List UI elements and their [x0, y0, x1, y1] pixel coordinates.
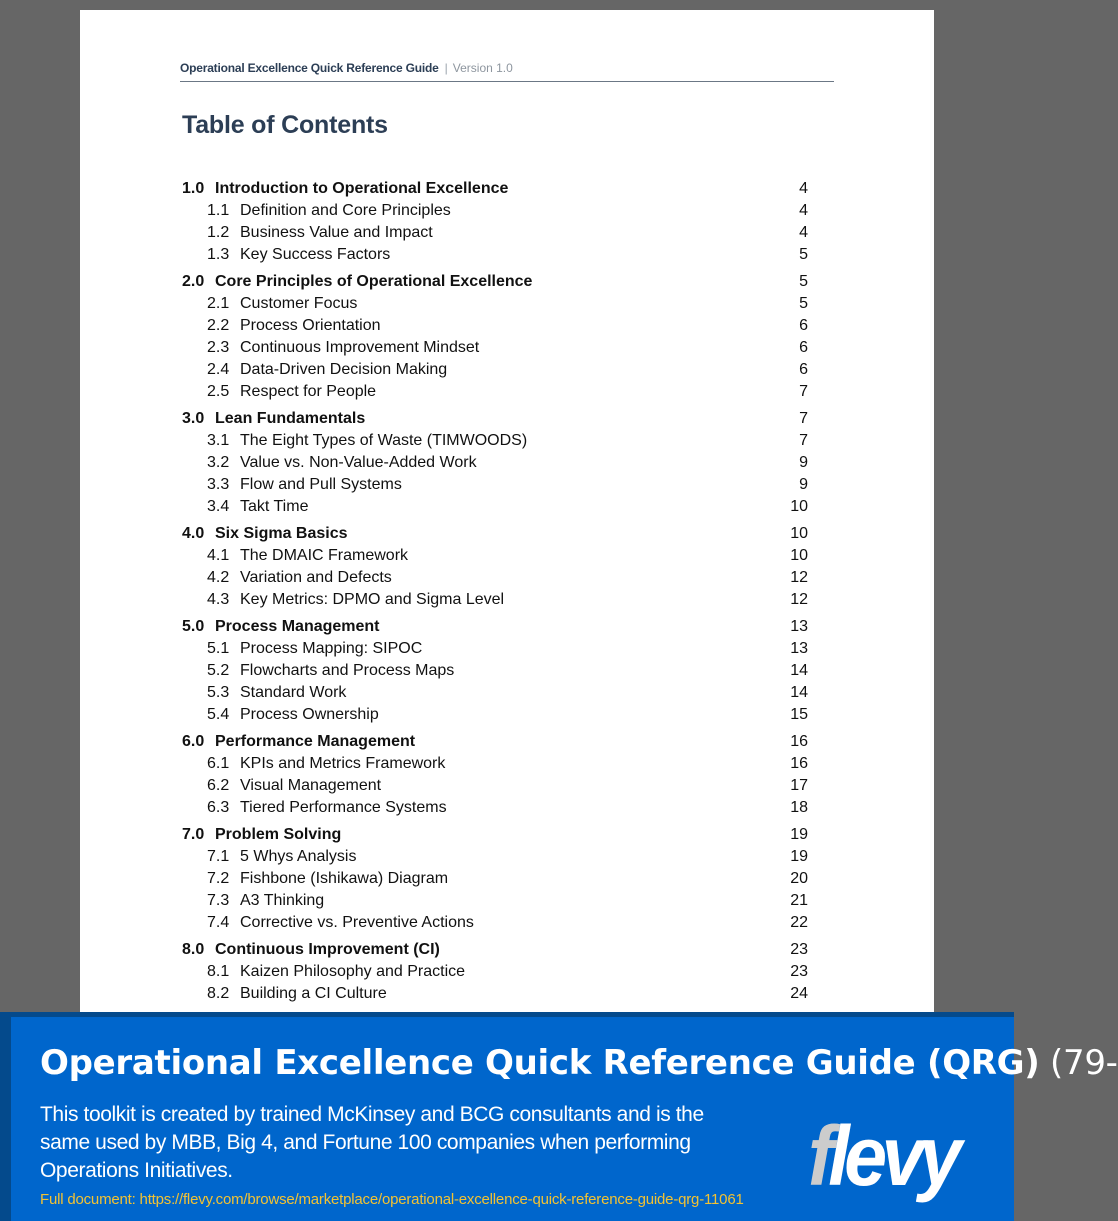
toc-subsection-entry[interactable] — [182, 892, 808, 914]
toc-entry-page: 6 — [799, 317, 808, 334]
toc-entry-number: 5.2 — [207, 662, 230, 679]
toc-entry-page: 20 — [790, 870, 808, 887]
toc-entry-number: 3.3 — [207, 476, 230, 493]
toc-entry-title: Lean Fundamentals — [215, 410, 366, 427]
toc-subsection-entry[interactable] — [182, 569, 808, 591]
toc-entry-title: Key Metrics: DPMO and Sigma Level — [240, 591, 505, 608]
toc-entry-number: 3.1 — [207, 432, 230, 449]
toc-entry-title: Continuous Improvement (CI) — [215, 941, 440, 958]
flevy-logo[interactable] — [808, 1111, 957, 1201]
toc-entry-title: Performance Management — [215, 733, 416, 750]
toc-entry-number: 1.1 — [207, 202, 230, 219]
toc-subsection-entry[interactable] — [182, 985, 808, 1007]
toc-subsection-entry[interactable] — [182, 591, 808, 613]
toc-subsection-entry[interactable] — [182, 339, 808, 361]
toc-subsection-entry[interactable] — [182, 662, 808, 684]
toc-entry-title: The DMAIC Framework — [240, 547, 409, 564]
toc-entry-title: A3 Thinking — [240, 892, 325, 909]
toc-entry-page: 16 — [790, 733, 808, 750]
toc-section — [182, 525, 808, 613]
toc-entry-number: 1.3 — [207, 246, 230, 263]
toc-entry-number: 7.1 — [207, 848, 230, 865]
toc-heading: Table of Contents — [182, 111, 388, 139]
toc-subsection-entry[interactable] — [182, 547, 808, 569]
toc-entry-page: 6 — [799, 339, 808, 356]
toc-entry-title: KPIs and Metrics Framework — [240, 755, 446, 772]
toc-entry-page: 7 — [799, 432, 808, 449]
toc-entry-title: Corrective vs. Preventive Actions — [240, 914, 474, 931]
toc-entry-number: 6.3 — [207, 799, 230, 816]
banner-description: This toolkit is created by trained McKinsey and BCG consultants and is the same used by MBB, Big 4, and Fortune 100 companies when performing Operations Initiatives. — [40, 1103, 704, 1182]
toc-entry-page: 12 — [790, 591, 808, 608]
full-document-link[interactable]: Full document: https://flevy.com/browse/marketplace/operational-excellence-quick-reference-guide-qrg-11061 — [40, 1191, 744, 1208]
toc-subsection-entry[interactable] — [182, 498, 808, 520]
toc-entry-page: 7 — [799, 410, 808, 427]
toc-entry-page: 12 — [790, 569, 808, 586]
toc-subsection-entry[interactable] — [182, 476, 808, 498]
toc-section-entry[interactable] — [182, 826, 808, 848]
toc-entry-page: 15 — [790, 706, 808, 723]
toc-entry-title: Process Ownership — [240, 706, 379, 723]
toc-entry-page: 13 — [790, 618, 808, 635]
toc-entry-number: 4.2 — [207, 569, 230, 586]
toc-subsection-entry[interactable] — [182, 640, 808, 662]
toc-entry-number: 2.0 — [182, 273, 205, 290]
toc-entry-number: 5.1 — [207, 640, 230, 657]
toc-subsection-entry[interactable] — [182, 454, 808, 476]
toc-subsection-entry[interactable] — [182, 799, 808, 821]
toc-entry-page: 17 — [790, 777, 808, 794]
toc-entry-page: 14 — [790, 662, 808, 679]
toc-entry-title: The Eight Types of Waste (TIMWOODS) — [240, 432, 528, 449]
toc-section — [182, 410, 808, 520]
toc-entry-title: Process Management — [215, 618, 380, 635]
toc-entry-number: 2.4 — [207, 361, 230, 378]
toc-entry-title: Customer Focus — [240, 295, 358, 312]
toc-entry-number: 5.3 — [207, 684, 230, 701]
toc-entry-number: 8.0 — [182, 941, 205, 958]
toc-entry-page: 5 — [799, 273, 808, 290]
toc-entry-title: Flow and Pull Systems — [240, 476, 402, 493]
toc-entry-number: 6.0 — [182, 733, 205, 750]
toc-section — [182, 618, 808, 728]
toc-subsection-entry[interactable] — [182, 224, 808, 246]
toc-entry-page: 6 — [799, 361, 808, 378]
toc-entry-title: 5 Whys Analysis — [240, 848, 357, 865]
banner-title-page-count: (79- — [1039, 1043, 1118, 1083]
toc-subsection-entry[interactable] — [182, 755, 808, 777]
toc-section-entry[interactable] — [182, 618, 808, 640]
toc-entry-page: 21 — [790, 892, 808, 909]
toc-entry-page: 4 — [799, 224, 808, 241]
toc-entry-number: 7.3 — [207, 892, 230, 909]
toc-subsection-entry[interactable] — [182, 848, 808, 870]
toc-entry-page: 19 — [790, 848, 808, 865]
toc-subsection-entry[interactable] — [182, 684, 808, 706]
toc-entry-title: Business Value and Impact — [240, 224, 433, 241]
toc-entry-title: Six Sigma Basics — [215, 525, 348, 542]
flevy-logo-rest: levy — [828, 1109, 957, 1203]
toc-entry-number: 6.2 — [207, 777, 230, 794]
toc-entry-title: Introduction to Operational Excellence — [215, 180, 509, 197]
toc-entry-title: Flowcharts and Process Maps — [240, 662, 455, 679]
document-header — [180, 61, 834, 82]
toc-section — [182, 273, 808, 405]
toc-section — [182, 941, 808, 1007]
flevy-logo-f: f — [808, 1109, 829, 1203]
toc-entry-number: 2.3 — [207, 339, 230, 356]
toc-section — [182, 180, 808, 268]
toc-entry-number: 3.0 — [182, 410, 205, 427]
toc-entry-number: 7.0 — [182, 826, 205, 843]
banner-left-strip — [0, 1017, 11, 1221]
banner-title-text: Operational Excellence Quick Reference Guide (QRG) — [40, 1043, 1040, 1083]
toc-section-entry[interactable] — [182, 410, 808, 432]
toc-entry-number: 4.1 — [207, 547, 230, 564]
toc-entry-number: 7.4 — [207, 914, 230, 931]
toc-entry-title: Fishbone (Ishikawa) Diagram — [240, 870, 449, 887]
toc-entry-page: 23 — [790, 963, 808, 980]
toc-section-entry[interactable] — [182, 941, 808, 963]
toc-entry-page: 23 — [790, 941, 808, 958]
banner-title — [40, 1041, 1118, 1085]
toc-entry-number: 5.4 — [207, 706, 230, 723]
toc-entry-title: Data-Driven Decision Making — [240, 361, 448, 378]
toc-entry-page: 9 — [799, 476, 808, 493]
toc-entry-page: 10 — [790, 498, 808, 515]
promo-banner — [0, 1012, 1118, 1221]
toc-entry-title: Standard Work — [240, 684, 347, 701]
toc-entry-page: 16 — [790, 755, 808, 772]
toc-entry-page: 22 — [790, 914, 808, 931]
toc-entry-title: Kaizen Philosophy and Practice — [240, 963, 466, 980]
toc-entry-number: 3.2 — [207, 454, 230, 471]
toc-entry-number: 7.2 — [207, 870, 230, 887]
toc-entry-page: 24 — [790, 985, 808, 1002]
toc-section-entry[interactable] — [182, 525, 808, 547]
toc-entry-title: Process Mapping: SIPOC — [240, 640, 423, 657]
toc-entry-page: 5 — [799, 246, 808, 263]
toc-entry-title: Visual Management — [240, 777, 382, 794]
toc-subsection-entry[interactable] — [182, 914, 808, 936]
toc-entry-title: Process Orientation — [240, 317, 381, 334]
toc-entry-number: 1.2 — [207, 224, 230, 241]
toc-entry-number: 4.0 — [182, 525, 205, 542]
document-header-title: Operational Excellence Quick Reference Guide — [180, 61, 439, 75]
toc-entry-page: 10 — [790, 547, 808, 564]
toc-subsection-entry[interactable] — [182, 963, 808, 985]
toc-entry-title: Variation and Defects — [240, 569, 392, 586]
toc-entry-number: 3.4 — [207, 498, 230, 515]
toc-subsection-entry[interactable] — [182, 361, 808, 383]
toc-entry-title: Tiered Performance Systems — [240, 799, 447, 816]
toc-entry-title: Value vs. Non-Value-Added Work — [240, 454, 477, 471]
toc-entry-number: 1.0 — [182, 180, 205, 197]
toc-section-entry[interactable] — [182, 273, 808, 295]
toc-entry-number: 8.2 — [207, 985, 230, 1002]
toc-entry-title: Key Success Factors — [240, 246, 391, 263]
toc-entry-title: Problem Solving — [215, 826, 342, 843]
toc-entry-page: 18 — [790, 799, 808, 816]
toc-entry-number: 6.1 — [207, 755, 230, 772]
header-separator: | — [444, 61, 448, 75]
toc-entry-page: 7 — [799, 383, 808, 400]
toc-subsection-entry[interactable] — [182, 202, 808, 224]
toc-subsection-entry[interactable] — [182, 383, 808, 405]
toc-entry-page: 9 — [799, 454, 808, 471]
toc-section-entry[interactable] — [182, 733, 808, 755]
toc-subsection-entry[interactable] — [182, 870, 808, 892]
toc-section-entry[interactable] — [182, 180, 808, 202]
toc-entry-number: 5.0 — [182, 618, 205, 635]
toc-subsection-entry[interactable] — [182, 246, 808, 268]
toc-section — [182, 826, 808, 936]
toc-entry-title: Core Principles of Operational Excellence — [215, 273, 533, 290]
toc-subsection-entry[interactable] — [182, 295, 808, 317]
toc-entry-title: Respect for People — [240, 383, 377, 400]
toc-entry-number: 4.3 — [207, 591, 230, 608]
toc-entry-title: Building a CI Culture — [240, 985, 387, 1002]
toc-entry-number: 2.5 — [207, 383, 230, 400]
toc-section — [182, 733, 808, 821]
toc-subsection-entry[interactable] — [182, 706, 808, 728]
toc-entry-page: 19 — [790, 826, 808, 843]
toc-entry-number: 8.1 — [207, 963, 230, 980]
toc-subsection-entry[interactable] — [182, 432, 808, 454]
toc-subsection-entry[interactable] — [182, 777, 808, 799]
toc-entry-title: Continuous Improvement Mindset — [240, 339, 480, 356]
toc-entry-page: 4 — [799, 180, 808, 197]
toc-entry-page: 10 — [790, 525, 808, 542]
toc-entry-title: Takt Time — [240, 498, 309, 515]
toc-entry-number: 2.1 — [207, 295, 230, 312]
toc-subsection-entry[interactable] — [182, 317, 808, 339]
toc-entry-page: 14 — [790, 684, 808, 701]
table-of-contents — [182, 180, 808, 1012]
toc-entry-page: 5 — [799, 295, 808, 312]
toc-entry-number: 2.2 — [207, 317, 230, 334]
toc-entry-page: 4 — [799, 202, 808, 219]
document-version: Version 1.0 — [452, 61, 513, 75]
toc-entry-title: Definition and Core Principles — [240, 202, 451, 219]
toc-entry-page: 13 — [790, 640, 808, 657]
